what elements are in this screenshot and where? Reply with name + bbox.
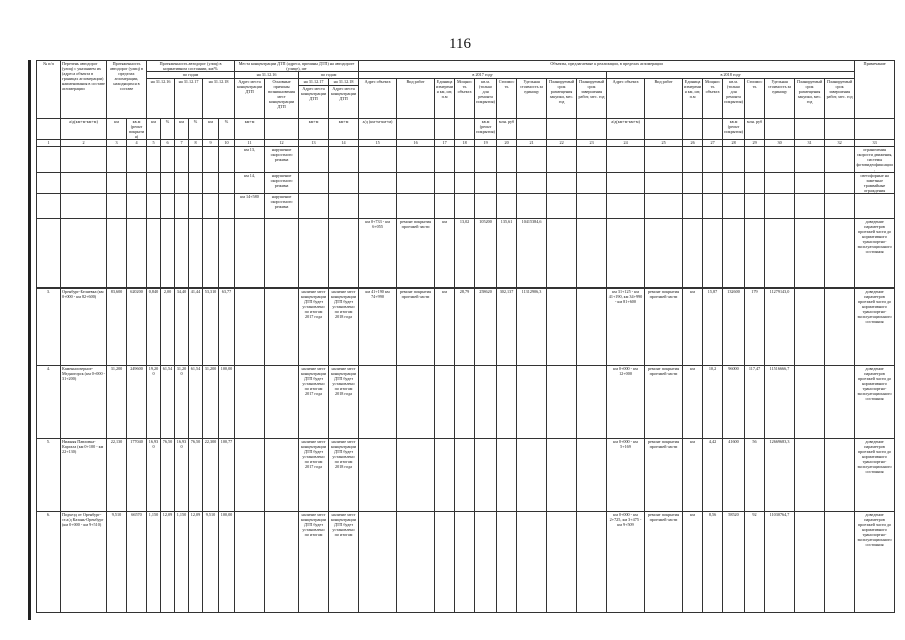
obj-cost-2017: 135,61 (497, 219, 517, 288)
table-row (37, 147, 895, 173)
obj-unit-2017: км (435, 219, 455, 288)
row-number: 6. (37, 512, 61, 613)
hdr-c-cost-18: Стоимость (745, 79, 765, 119)
hdr-c-start-18: Планируемый срок размещения закупки, мес. год (795, 79, 825, 119)
unit-cell (397, 119, 435, 140)
column-number: 10 (219, 140, 235, 147)
unit-cell (455, 119, 475, 140)
table-row (37, 512, 895, 613)
column-number: 8 (189, 140, 203, 147)
hdr-dtp-sub: по годам (299, 72, 359, 79)
column-number: 26 (683, 140, 703, 147)
dtp-2018: наличие мест концентрации ДТП будет установлено по итогам (329, 512, 359, 613)
hdr-y17: на 31.12.17 (175, 79, 203, 119)
column-number: 24 (607, 140, 645, 147)
row-number: 3. (37, 289, 61, 366)
hdr-c-area-18: кв.м. (только для ремонта покрытия) (723, 79, 745, 119)
obj-addr-2017: км 0+733 - км 6+055 (359, 219, 397, 288)
norm-pct-2016: 61,54 (161, 366, 175, 439)
road-length: 31,200 (107, 366, 127, 439)
hdr-note: Примечание (855, 61, 895, 119)
obj-power-2017: 13,02 (455, 219, 475, 288)
column-number: 4 (127, 140, 147, 147)
norm-pct-2018: 100,00 (219, 512, 235, 613)
unit-cell: км (175, 119, 189, 140)
column-number: 18 (455, 140, 475, 147)
obj-addr-2018: км 0+000 - км 12+000 (607, 366, 645, 439)
hdr-objects-group: Объекты, предлагаемые к реализации, в пределах агломерации (359, 61, 855, 72)
obj-end-2017 (577, 439, 607, 512)
hdr-y16: на 31.12.16 (147, 79, 175, 119)
road-name: Подъезд от Оренбург-ст.а/д Казань-Оренбург (км 0+000 - км 9+510) (61, 512, 107, 613)
obj-ucost-2018: 11030764,7 (765, 512, 795, 613)
hdr-c-power-18: Мощность объекта (703, 79, 723, 119)
obj-unit-2018: км (683, 439, 703, 512)
column-number: 1 (37, 140, 61, 147)
obj-start-2018 (795, 366, 825, 439)
obj-end-2018 (825, 289, 855, 366)
norm-km-2017: 34,40 (175, 289, 189, 366)
obj-area-2018: 58520 (723, 512, 745, 613)
obj-work-2018: ремонт покрытия проезжей части (645, 439, 683, 512)
column-number: 9 (203, 140, 219, 147)
hdr-c-unit-17: Единица измерения км, шт, п.м (435, 79, 455, 119)
column-number: 20 (497, 140, 517, 147)
hdr-road-list: Перечень автодорог (улиц) с указанием их (адреса объекта в границах агломерации) наименования в составе агломерации (61, 61, 107, 119)
obj-end-2017 (577, 366, 607, 439)
hdr-y18: на 31.12.18 (203, 79, 235, 119)
unit-cell (265, 119, 299, 140)
norm-km-2016: 16,930 (147, 439, 161, 512)
unit-cell: % (189, 119, 203, 140)
obj-addr-2018: км 31+125 - км 41+190, км 34+990 - км 81+600 (607, 289, 645, 366)
note-cell: доведение параметров проезжей части до нормативного транспортно-эксплуатационного состояния (855, 366, 895, 439)
obj-ucost-2017 (517, 512, 547, 613)
obj-ucost-2017: 11312906,3 (517, 289, 547, 366)
obj-ucost-2018: 11279143,0 (765, 289, 795, 366)
unit-cell: кв.м (реонт покрытия) (723, 119, 745, 140)
dtp-cause: нарушение скоростного режима (265, 173, 299, 194)
obj-ucost-2018: 11516666,7 (765, 366, 795, 439)
note-cell: ограничения скорости движения, системы фотовидеофиксации, (856, 147, 893, 172)
column-number: 11 (235, 140, 265, 147)
dtp-2018: наличие мест концентрации ДТП будет установлено по итогам 2018 года (329, 289, 359, 366)
obj-addr-2017 (359, 366, 397, 439)
dtp-addr (235, 512, 265, 613)
road-area: 620200 (127, 289, 147, 366)
column-number: 22 (547, 140, 577, 147)
unit-cell (795, 119, 825, 140)
roads-table-wrapper (36, 60, 893, 632)
binding-edge (28, 60, 31, 620)
dtp-2017: наличие мест концентрации ДТП будет установлено по итогам 2017 года (299, 439, 329, 512)
dtp-addr (235, 439, 265, 512)
obj-power-2017 (455, 512, 475, 613)
column-number: 15 (359, 140, 397, 147)
hdr-dtp-17: на 31.12.17 (299, 79, 329, 86)
norm-km-2016: 0,840 (147, 289, 161, 366)
hdr-share-group: Протяженность автодорог (улиц) в нормативном состоянии, км/% (147, 61, 235, 72)
hdr-dtp-18: на 31.12.18 (329, 79, 359, 86)
obj-ucost-2017 (517, 439, 547, 512)
table-row (37, 173, 895, 194)
obj-work-2017 (397, 366, 435, 439)
norm-km-2018: 9,510 (203, 512, 219, 613)
road-area: 66570 (127, 512, 147, 613)
page-number: 116 (449, 36, 471, 52)
obj-area-2018: 41600 (723, 439, 745, 512)
obj-end-2018 (825, 439, 855, 512)
obj-unit-2017 (435, 366, 455, 439)
road-name: Оренбург-Беляевка (км 0+000 - км 82+600) (61, 289, 107, 366)
obj-addr-2018: км 0+000 - км 2+725, км 3+475 - км 9+509 (607, 512, 645, 613)
obj-cost-2017: 302,137 (497, 289, 517, 366)
column-number: 3 (107, 140, 127, 147)
norm-km-2017: 1,150 (175, 512, 189, 613)
roads-table-body (36, 288, 895, 613)
norm-pct-2018: 63,77 (219, 289, 235, 366)
dtp-cause: нарушение скоростного режима (265, 194, 299, 219)
obj-work-2017 (397, 512, 435, 613)
obj-power-2018: 15,87 (703, 289, 723, 366)
norm-km-2018: 53,310 (203, 289, 219, 366)
obj-end-2018 (825, 366, 855, 439)
dtp-addr (235, 366, 265, 439)
obj-start-2018 (795, 439, 825, 512)
hdr-c-work-18: Вид работ (645, 79, 683, 119)
hdr-c-addr-17: Адрес объекта (359, 79, 397, 119)
dtp-2017: наличие мест концентрации ДТП будет установлено по итогам 2017 года (299, 289, 329, 366)
dtp-km: км 13, (235, 147, 265, 173)
note-cell: светофорные на заметные трамвайные ограждения (855, 173, 895, 194)
unit-cell (825, 119, 855, 140)
norm-pct-2017: 61,54 (189, 366, 203, 439)
dtp-cause (265, 439, 299, 512)
norm-pct-2018: 100,00 (219, 366, 235, 439)
column-number: 28 (723, 140, 745, 147)
unit-cell: а/д (км+м-км+м) (359, 119, 397, 140)
obj-ucost-2017: 10415384,6 (517, 219, 547, 288)
obj-area-2017 (475, 366, 497, 439)
obj-start-2018 (795, 512, 825, 613)
unit-cell: км+м (299, 119, 329, 140)
dtp-km: км 14, (235, 173, 265, 194)
norm-pct-2017: 76,50 (189, 439, 203, 512)
obj-unit-2018: км (683, 289, 703, 366)
unit-cell (645, 119, 683, 140)
unit-cell (435, 119, 455, 140)
obj-power-2017 (455, 366, 475, 439)
unit-cell: млн. руб (745, 119, 765, 140)
hdr-dtp-causes: Основные причины возникновения мест концентрации ДТП (265, 79, 299, 119)
column-number: 2 (61, 140, 107, 147)
unit-cell: км+м (235, 119, 265, 140)
obj-start-2017 (547, 439, 577, 512)
hdr-c-work-17: Вид работ (397, 79, 435, 119)
obj-area-2018: 132600 (723, 289, 745, 366)
note-cell: доведение параметров проезжей части до нормативного транспортно-эксплуатационного состояния (855, 512, 895, 613)
note-cell (855, 194, 895, 219)
obj-cost-2017 (497, 366, 517, 439)
unit-cell: млн. руб (497, 119, 517, 140)
obj-start-2017 (547, 289, 577, 366)
row-number: 5. (37, 439, 61, 512)
norm-km-2018: 31,200 (203, 366, 219, 439)
dtp-2017: наличие мест концентрации ДТП будет установлено по итогам 2017 года (299, 366, 329, 439)
obj-work-2017 (397, 439, 435, 512)
obj-addr-2017 (359, 439, 397, 512)
road-area: 177040 (127, 439, 147, 512)
note-cell: доведение параметров проезжей части до нормативного транспортно-эксплуатационного состояния (855, 219, 895, 288)
unit-cell (547, 119, 577, 140)
obj-power-2018: 4,42 (703, 439, 723, 512)
dtp-cause (265, 512, 299, 613)
obj-addr-2017: км 41+190 км 74+990 (359, 289, 397, 366)
obj-end-2017 (577, 289, 607, 366)
obj-area-2018: 96000 (723, 366, 745, 439)
dtp-2018: наличие мест концентрации ДТП будет установлено по итогам 2018 года (329, 439, 359, 512)
hdr-c-end-18: Планируемый срок завершения работ, мес. год (825, 79, 855, 119)
column-number: 12 (265, 140, 299, 147)
hdr-c-ucost-17: Удельная стоимость за единицу (517, 79, 547, 119)
dtp-cause (265, 366, 299, 439)
unit-cell (855, 119, 895, 140)
obj-addr-2017 (359, 512, 397, 613)
column-number: 7 (175, 140, 189, 147)
dtp-km: км 14+580 (235, 194, 265, 219)
column-number: 19 (475, 140, 497, 147)
norm-pct-2016: 2,00 (161, 289, 175, 366)
obj-unit-2018: км (683, 512, 703, 613)
unit-cell (517, 119, 547, 140)
norm-km-2016: 1,150 (147, 512, 161, 613)
hdr-c-unit-18: Единица измерения км, шт, п.м (683, 79, 703, 119)
norm-km-2018: 22,300 (203, 439, 219, 512)
column-number: 16 (397, 140, 435, 147)
obj-unit-2017: км (435, 289, 455, 366)
column-number: 23 (577, 140, 607, 147)
obj-unit-2017 (435, 439, 455, 512)
obj-cost-2018: 179 (745, 289, 765, 366)
dtp-2018: наличие мест концентрации ДТП будет установлено по итогам 2018 года (329, 366, 359, 439)
hdr-dtp-addr-17: Адрес места концентрации ДТП (299, 86, 329, 119)
norm-pct-2016: 12,09 (161, 512, 175, 613)
road-length: 83,600 (107, 289, 127, 366)
obj-work-2018: ремонт покрытия проезжей части (645, 366, 683, 439)
column-number: 14 (329, 140, 359, 147)
obj-unit-2017 (435, 512, 455, 613)
norm-pct-2016: 76,50 (161, 439, 175, 512)
hdr-c-power-17: Мощность объекта (455, 79, 475, 119)
hdr-c-start-17: Планируемый срок размещения закупки, мес. год (547, 79, 577, 119)
hdr-share-sub: по годам (147, 72, 235, 79)
unit-cell (683, 119, 703, 140)
obj-start-2017 (547, 366, 577, 439)
obj-ucost-2018: 12669683,3 (765, 439, 795, 512)
dtp-2017: наличие мест концентрации ДТП будет установлено по итогам (299, 512, 329, 613)
dtp-addr (235, 289, 265, 366)
column-number: 31 (795, 140, 825, 147)
hdr-in-2017: в 2017 году (359, 72, 607, 79)
obj-end-2018 (825, 512, 855, 613)
unit-cell: % (219, 119, 235, 140)
hdr-no: № п/п (37, 61, 61, 119)
table-row (37, 194, 895, 219)
hdr-dtp-group: Места концентрации ДТП (адреса, причины ДТП) на автодороге (улице), шт (235, 61, 359, 72)
unit-cell: а/д(км+м-км+м) (61, 119, 107, 140)
table-row (37, 366, 895, 439)
norm-km-2016: 19,200 (147, 366, 161, 439)
roads-table (36, 60, 895, 288)
hdr-c-ucost-18: Удельная стоимость за единицу (765, 79, 795, 119)
obj-cost-2017 (497, 439, 517, 512)
obj-area-2017 (475, 512, 497, 613)
hdr-c-end-17: Планируемый срок завершения работ, мес. год (577, 79, 607, 119)
norm-km-2017: 31,200 (175, 366, 189, 439)
hdr-c-area-17: кв.м. (только для ремонта покрытия) (475, 79, 497, 119)
unit-cell: км (107, 119, 127, 140)
note-cell: доведение параметров проезжей части до нормативного транспортно-эксплуатационного состояния (855, 439, 895, 512)
hdr-c-addr-18: Адрес объекта (607, 79, 645, 119)
obj-cost-2018: 56 (745, 439, 765, 512)
obj-power-2017 (455, 439, 475, 512)
obj-cost-2018: 117,47 (745, 366, 765, 439)
row-number: 4. (37, 366, 61, 439)
road-name: Каменноозерное-Медногорск (км 0+000 - 31+200) (61, 366, 107, 439)
hdr-c-cost-17: Стоимость (497, 79, 517, 119)
obj-power-2018: 10,2 (703, 366, 723, 439)
note-cell: доведение параметров проезжей части до нормативного транспортно-эксплуатационного состояния (855, 289, 895, 366)
column-number: 21 (517, 140, 547, 147)
dtp-cause: нарушение скоростного режима (265, 147, 299, 173)
obj-work-2018: ремонт покрытия проезжей части (645, 289, 683, 366)
obj-start-2018 (795, 289, 825, 366)
unit-cell: км (203, 119, 219, 140)
obj-cost-2018: 92 (745, 512, 765, 613)
obj-start-2017 (547, 512, 577, 613)
unit-cell: % (161, 119, 175, 140)
column-number: 13 (299, 140, 329, 147)
hdr-dtp-addr: Адрес места концентрации ДТП (235, 79, 265, 119)
column-number: 17 (435, 140, 455, 147)
unit-cell: км (147, 119, 161, 140)
hdr-dtp-16: на 31.12.16 (235, 72, 299, 79)
obj-area-2017: 105200 (475, 219, 497, 288)
norm-km-2017: 16,930 (175, 439, 189, 512)
obj-work-2018: ремонт покрытия проезжей части (645, 512, 683, 613)
unit-cell (577, 119, 607, 140)
unit-cell: кв.м (реонт покрытия) (127, 119, 147, 140)
column-number: 6 (161, 140, 175, 147)
column-number: 29 (745, 140, 765, 147)
column-number: 25 (645, 140, 683, 147)
obj-area-2017: 258620 (475, 289, 497, 366)
unit-cell (703, 119, 723, 140)
obj-ucost-2017 (517, 366, 547, 439)
road-length: 22,130 (107, 439, 127, 512)
road-area: 249600 (127, 366, 147, 439)
unit-cell (765, 119, 795, 140)
obj-cost-2017 (497, 512, 517, 613)
table-row (37, 219, 895, 288)
hdr-dtp-addr-18: Адрес места концентрации ДТП (329, 86, 359, 119)
column-number: 30 (765, 140, 795, 147)
road-length: 9,510 (107, 512, 127, 613)
column-number-row (37, 140, 895, 147)
hdr-length: Протяженность автодорог (улиц) в пределах агломерации, находящихся в составе (107, 61, 147, 119)
obj-power-2018: 8,56 (703, 512, 723, 613)
unit-cell (37, 119, 61, 140)
table-row (37, 289, 895, 366)
unit-cell: кв.м (реонт покрытия) (475, 119, 497, 140)
norm-pct-2017: 41,44 (189, 289, 203, 366)
dtp-cause (265, 289, 299, 366)
norm-pct-2017: 12,09 (189, 512, 203, 613)
obj-unit-2018: км (683, 366, 703, 439)
obj-area-2017 (475, 439, 497, 512)
obj-end-2017 (577, 512, 607, 613)
column-number: 33 (855, 140, 895, 147)
unit-cell: км+м (329, 119, 359, 140)
obj-work-2017: ремонт покрытия проезжей части (397, 219, 435, 288)
column-number: 32 (825, 140, 855, 147)
obj-power-2017: 28,79 (455, 289, 475, 366)
obj-work-2017: ремонт покрытия проезжей части (397, 289, 435, 366)
norm-pct-2018: 100,77 (219, 439, 235, 512)
table-row (37, 439, 895, 512)
obj-addr-2018: км 0+000 - км 5+169 (607, 439, 645, 512)
column-number: 27 (703, 140, 723, 147)
road-name: Нижняя Павловка-Каргала (км 0+100 - км 22+130) (61, 439, 107, 512)
hdr-in-2018: в 2018 году (607, 72, 855, 79)
column-number: 5 (147, 140, 161, 147)
unit-cell: а/д(км+м-км+м) (607, 119, 645, 140)
